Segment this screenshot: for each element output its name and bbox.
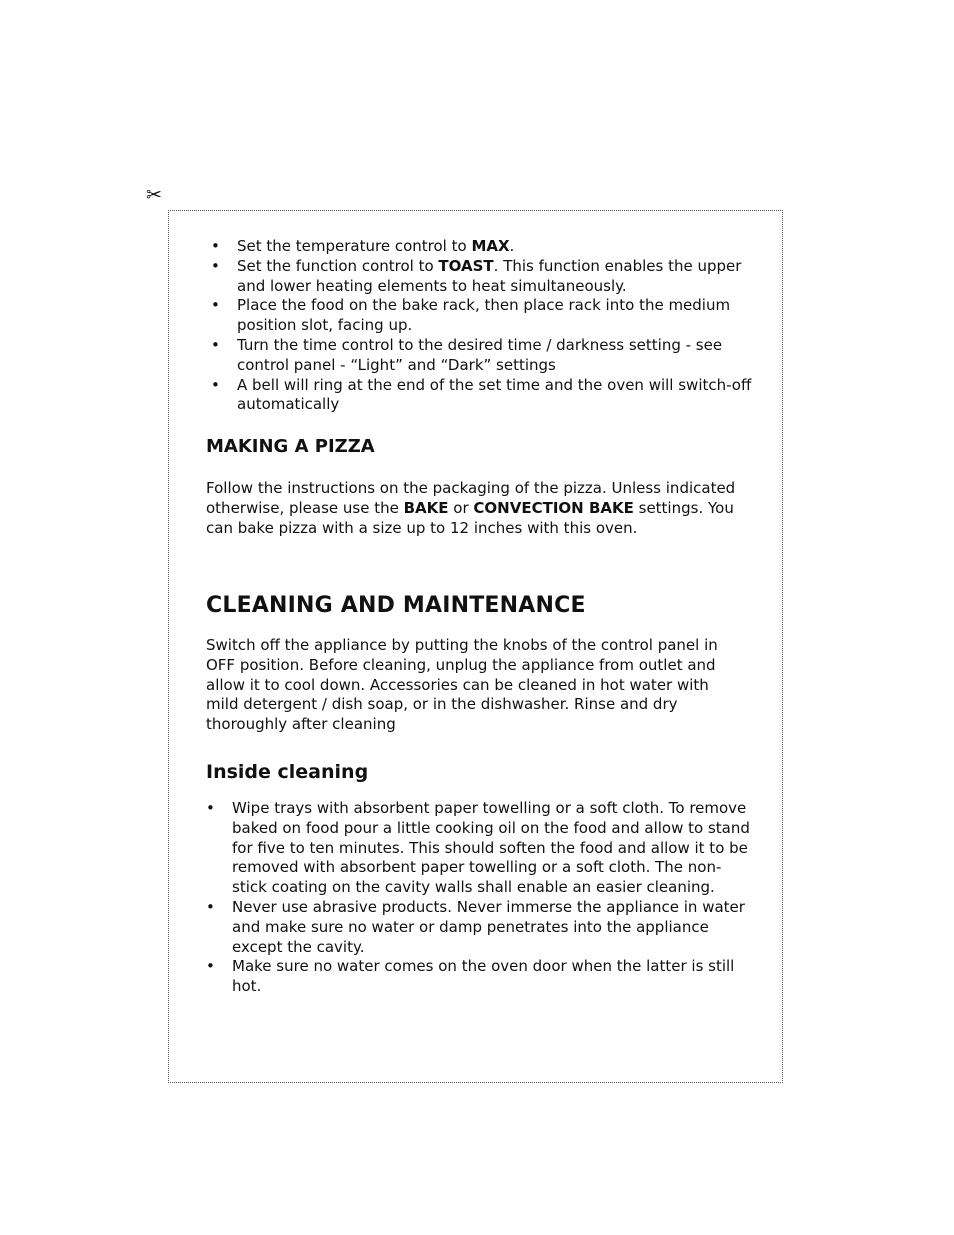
inside-cleaning-list [232, 799, 752, 997]
list-item: • A bell will ring at the end of the set time and the oven will switch-off automatically [237, 376, 757, 416]
inside-cleaning-heading: Inside cleaning [206, 761, 369, 783]
pizza-heading: MAKING A PIZZA [206, 436, 375, 457]
list-item: • Place the food on the bake rack, then place rack into the medium position slot, facing up. [237, 296, 757, 336]
baking-steps-list [237, 237, 757, 415]
list-item: • Turn the time control to the desired time / darkness setting - see control panel - “Light” and “Dark” settings [237, 336, 757, 376]
pizza-paragraph: Follow the instructions on the packaging of the pizza. Unless indicated otherwise, please use the BAKE or CONVECTION BAKE settings. You can bake pizza with a size up to 12 inches with this oven. [206, 479, 736, 537]
list-item: • Never use abrasive products. Never immerse the appliance in water and make sure no water or damp penetrates into the appliance except the cavity. [232, 898, 752, 957]
list-item: • Wipe trays with absorbent paper towelling or a soft cloth. To remove baked on food pour a little cooking oil on the food and allow to stand for five to ten minutes. This should soften the food and allow it to be removed with absorbent paper towelling or a soft cloth. The non-stick coating on the cavity walls shall enable an easier cleaning. [232, 799, 752, 898]
list-item: • Make sure no water comes on the oven door when the latter is still hot. [232, 957, 752, 997]
scissors-icon: ✂ [146, 184, 162, 206]
cleaning-heading: CLEANING AND MAINTENANCE [206, 593, 586, 618]
cleaning-paragraph: Switch off the appliance by putting the knobs of the control panel in OFF position. Before cleaning, unplug the appliance from outlet and allow it to cool down. Accessories can be cleaned in hot water with mild detergent / dish soap, or in the dishwasher. Rinse and dry thoroughly after cleaning [206, 636, 718, 734]
list-item: • Set the function control to TOAST. This function enables the upper and lower heating elements to heat simultaneously. [237, 257, 757, 297]
list-item: • Set the temperature control to MAX. [237, 237, 757, 257]
